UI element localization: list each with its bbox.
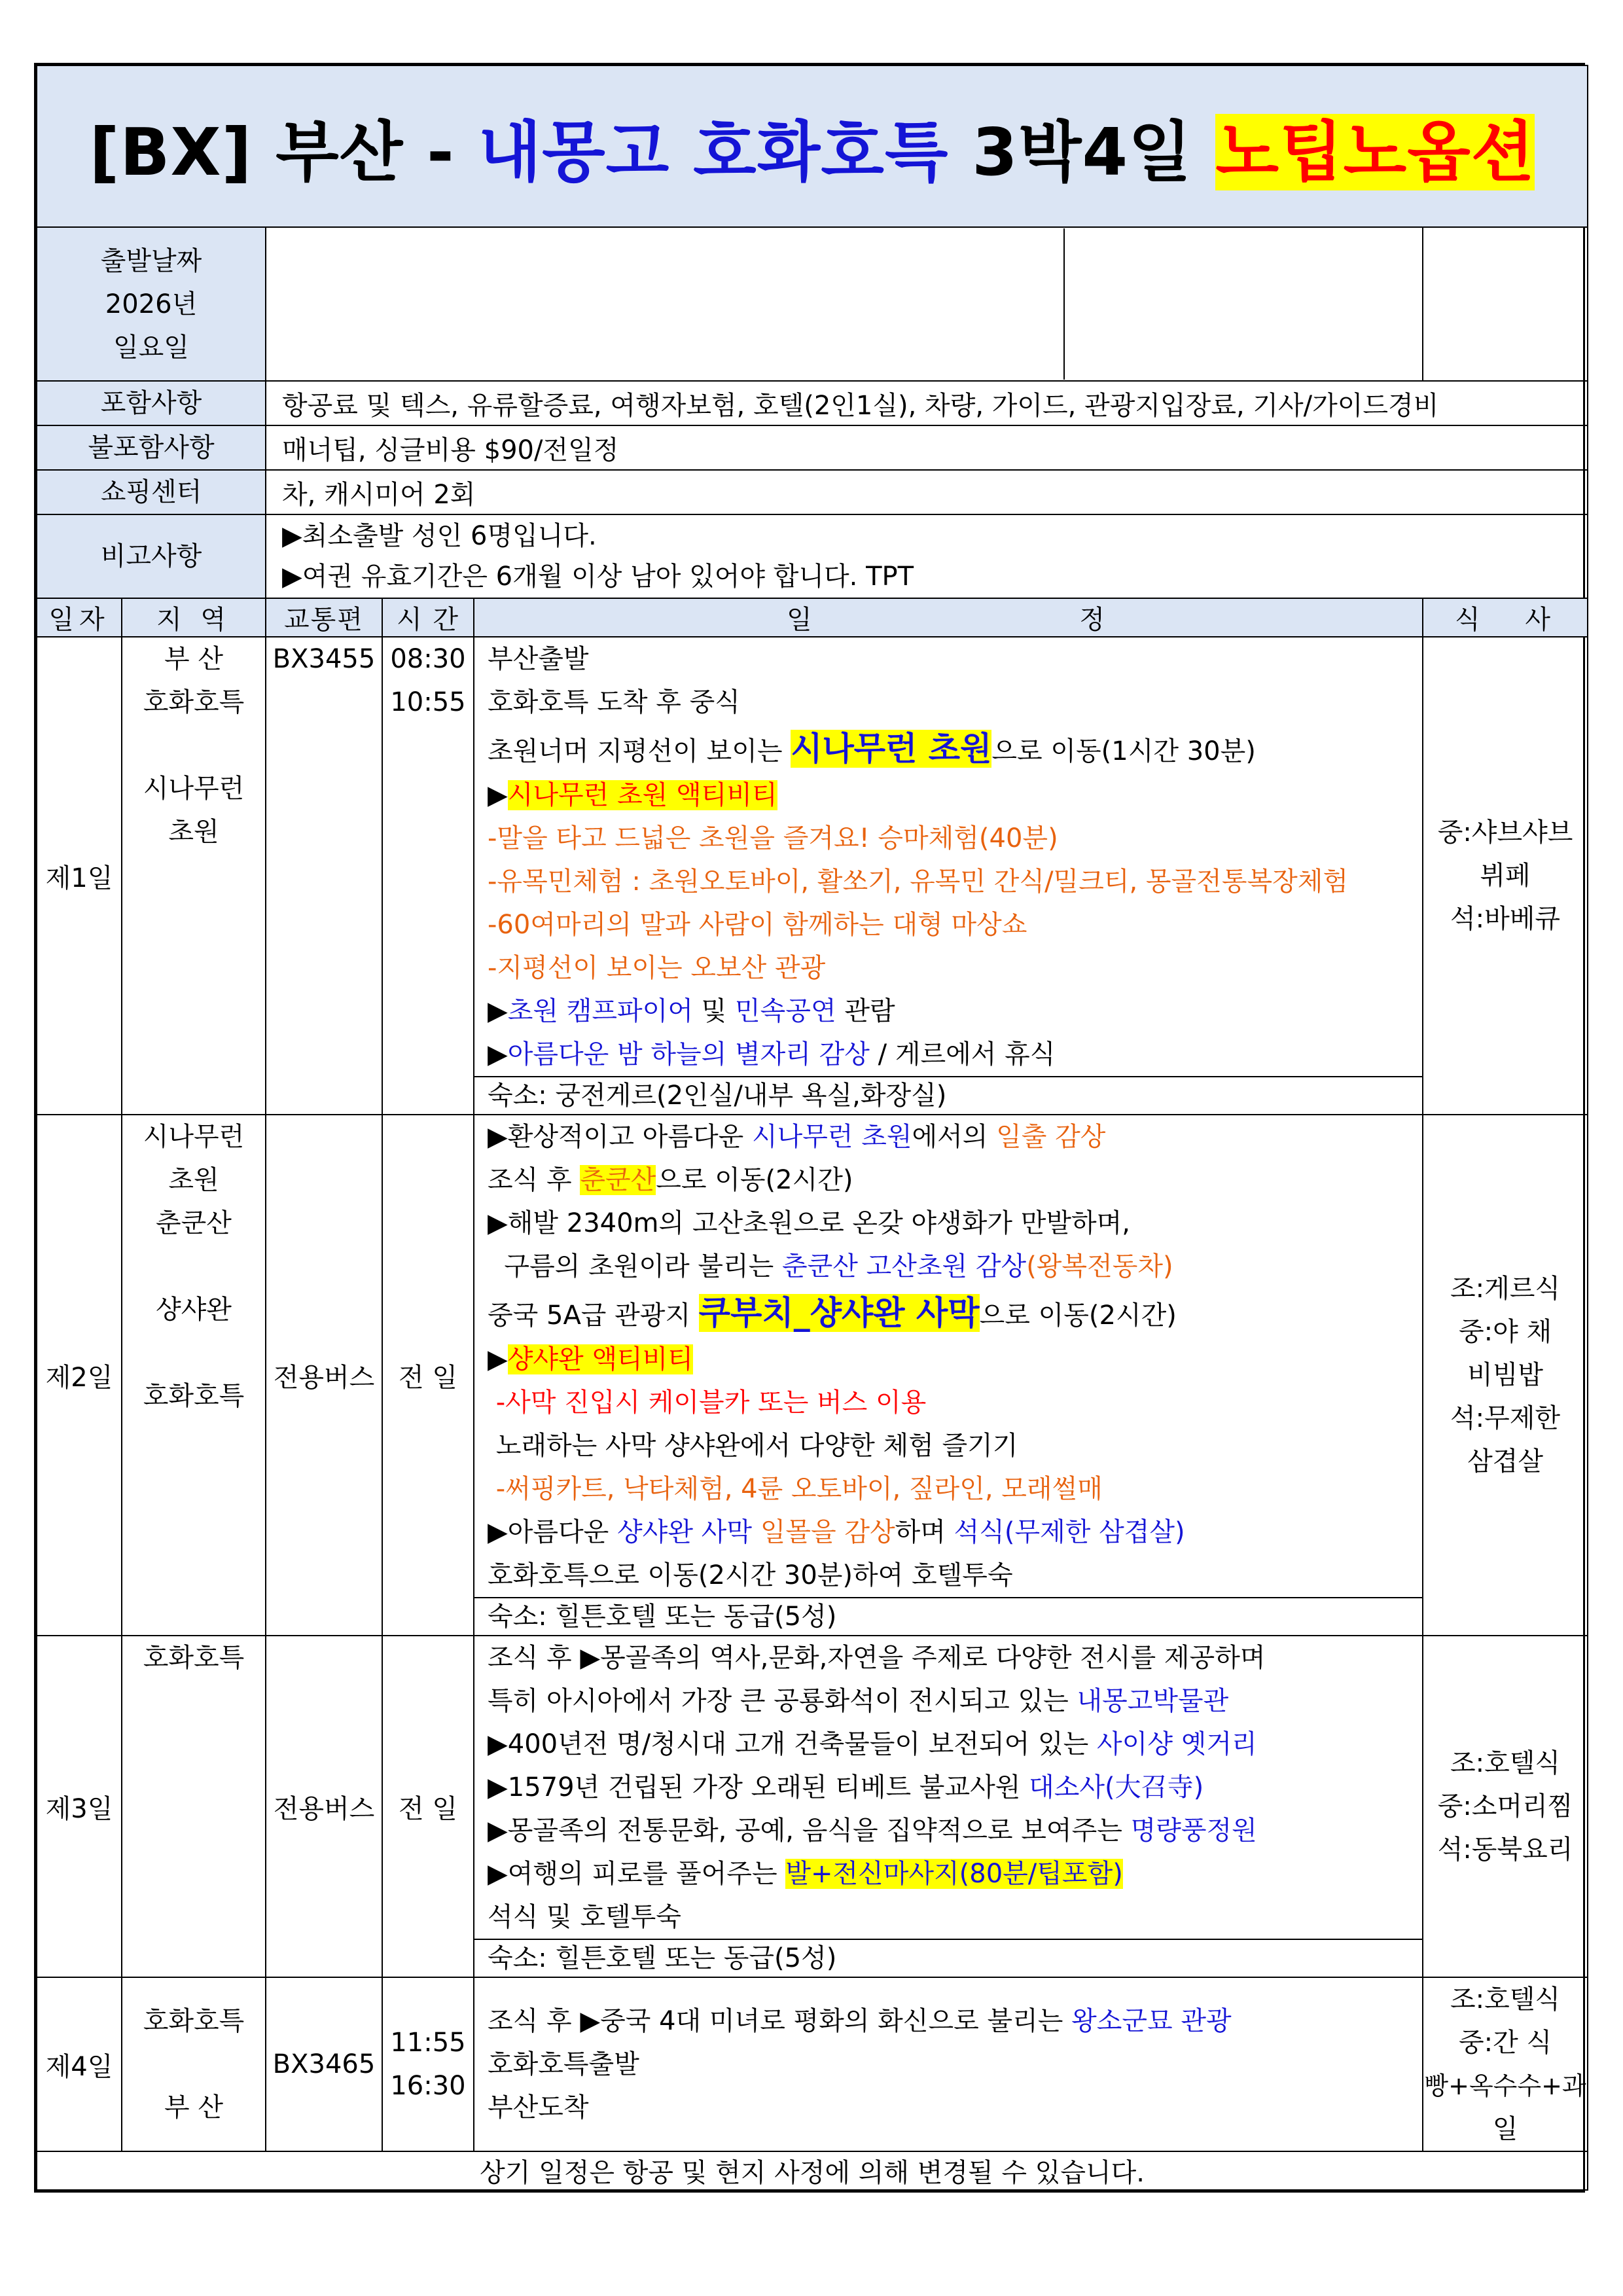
- transport-info: 전용버스: [266, 1115, 382, 1636]
- schedule-line: 특히 아시아에서 가장 큰 공룡화석이 전시되고 있는 내몽고박물관: [488, 1686, 1229, 1716]
- day-region: 호화호특 부 산: [122, 1977, 266, 2151]
- schedule-line: ▶환상적이고 아름다운 시나무런 초원에서의 일출 감상: [488, 1122, 1106, 1152]
- time-info: 전 일: [382, 1115, 474, 1636]
- meal-info: 조:호텔식 중:소머리찜 석:동북요리: [1423, 1636, 1588, 1977]
- schedule-line: 조식 후 ▶몽골족의 역사,문화,자연을 주제로 다양한 전시를 제공하며: [488, 1643, 1266, 1673]
- schedule-line: 조식 후 ▶중국 4대 미녀로 평화의 화신으로 불리는 왕소군묘 관광: [488, 2006, 1232, 2036]
- flight-times: 11:55 16:30: [382, 1977, 474, 2151]
- day-row-1: [37, 637, 1588, 1115]
- day-row-2: [37, 1115, 1588, 1636]
- header-transport: 교통편: [266, 598, 382, 637]
- schedule-line: 조식 후 춘쿤산으로 이동(2시간): [488, 1165, 853, 1195]
- lodging-info: 숙소: 힐튼호텔 또는 동급(5성): [474, 1597, 1422, 1635]
- departure-date-cell-2[interactable]: [1064, 228, 1422, 380]
- header-meal: 식 사: [1423, 598, 1588, 637]
- header-region: 지 역: [122, 598, 266, 637]
- day-region: 시나무런 초원 춘쿤산 샹샤완 호화호특: [122, 1115, 266, 1636]
- time-info: 전 일: [382, 1636, 474, 1977]
- itinerary-table: [36, 65, 1588, 2191]
- flight-number: BX3465: [266, 1977, 382, 2151]
- schedule-line: 부산도착: [488, 2092, 589, 2123]
- lodging-info: 숙소: 힐튼호텔 또는 동급(5성): [474, 1939, 1422, 1977]
- schedule-line: ▶아름다운 샹샤완 사막 일몰을 감상하며 석식(무제한 삼겹살): [488, 1517, 1185, 1547]
- flight-times: 08:30 10:55: [382, 637, 474, 1115]
- schedule-line: ▶몽골족의 전통문화, 공예, 음식을 집약적으로 보여주는 명량풍정원: [488, 1816, 1257, 1846]
- title-destination: 내몽고 호화호특: [478, 113, 949, 190]
- header-day: 일자: [37, 598, 122, 637]
- footer-notice: 상기 일정은 항공 및 현지 사정에 의해 변경될 수 있습니다.: [37, 2151, 1588, 2190]
- departure-extra-cell[interactable]: [1423, 227, 1588, 381]
- day-row-4: [37, 1977, 1588, 2151]
- schedule-line: ▶여행의 피로를 풀어주는 발+전신마사지(80분/팁포함): [488, 1859, 1123, 1889]
- day-region: 호화호특: [122, 1636, 266, 1977]
- lodging-info: 숙소: 궁전게르(2인실/내부 욕실,화장실): [474, 1076, 1422, 1114]
- activity-item: -유목민체험 : 초원오토바이, 활쏘기, 유목민 간식/밀크티, 몽골전통복장체험: [488, 867, 1349, 897]
- activity-heading: ▶시나무런 초원 액티비티: [488, 780, 777, 810]
- schedule-line: ▶400년전 명/청시대 고개 건축물들이 보전되어 있는 사이샹 옛거리: [488, 1729, 1257, 1759]
- meal-info: 조:게르식 중:야 채 비빔밥 석:무제한 삼겹살: [1423, 1115, 1588, 1636]
- schedule-line: 호화호특출발: [488, 2049, 639, 2079]
- activity-item: -사막 진입시 케이블카 또는 버스 이용: [488, 1388, 927, 1418]
- itinerary-sheet: [34, 63, 1585, 2193]
- meal-info: 조:호텔식 중:간 식 빵+옥수수+과 일: [1423, 1977, 1588, 2151]
- notes-value: [266, 514, 1588, 598]
- day-schedule: [474, 1977, 1423, 2151]
- day-schedule: [474, 1115, 1423, 1636]
- activity-heading: ▶샹샤완 액티비티: [488, 1344, 693, 1374]
- schedule-line: 중국 5A급 관광지 쿠부치_샹샤완 사막으로 이동(2시간): [488, 1294, 1177, 1332]
- title-prefix: [BX] 부산 -: [89, 113, 478, 190]
- excluded-label: 불포함사항: [37, 425, 266, 470]
- departure-date-cell[interactable]: [266, 228, 1064, 380]
- day-label: 제2일: [37, 1115, 122, 1636]
- excluded-value: 매너팁, 싱글비용 $90/전일정: [266, 425, 1588, 470]
- transport-info: 전용버스: [266, 1636, 382, 1977]
- day-label: 제1일: [37, 637, 122, 1115]
- day-row-3: [37, 1636, 1588, 1977]
- schedule-header: [37, 598, 1588, 637]
- departure-label: 출발날짜 2026년 일요일: [37, 227, 266, 381]
- schedule-line: 호화호특 도착 후 중식: [488, 687, 740, 717]
- flight-number: BX3455: [266, 637, 382, 1115]
- schedule-line: ▶아름다운 밤 하늘의 별자리 감상 / 게르에서 휴식: [488, 1039, 1056, 1069]
- included-value: 항공료 및 텍스, 유류할증료, 여행자보험, 호텔(2인1실), 차량, 가이드, 관광지입장료, 기사/가이드경비: [266, 381, 1588, 425]
- activity-item: -써핑카트, 낙타체험, 4륜 오토바이, 짚라인, 모래썰매: [488, 1474, 1103, 1504]
- title-duration: 3박4일: [948, 113, 1216, 190]
- included-label: 포함사항: [37, 381, 266, 425]
- schedule-line: ▶1579년 건립된 가장 오래된 티베트 불교사원 대소사(大召寺): [488, 1772, 1204, 1803]
- schedule-line: 초원너머 지평선이 보이는 시나무런 초원으로 이동(1시간 30분): [488, 730, 1256, 768]
- departure-date-field[interactable]: [266, 227, 1423, 381]
- day-schedule: [474, 1636, 1423, 1977]
- page-title: [37, 65, 1588, 227]
- day-schedule: [474, 637, 1423, 1115]
- header-schedule: 일 정: [474, 598, 1423, 637]
- shopping-label: 쇼핑센터: [37, 470, 266, 514]
- title-badge: 노팁노옵션: [1215, 113, 1535, 190]
- activity-item: -지평선이 보이는 오보산 관광: [488, 953, 826, 983]
- activity-item: -말을 타고 드넓은 초원을 즐겨요! 승마체험(40분): [488, 823, 1058, 853]
- shopping-value: 차, 캐시미어 2회: [266, 470, 1588, 514]
- notes-label: 비고사항: [37, 514, 266, 598]
- activity-item: -60여마리의 말과 사람이 함께하는 대형 마상쇼: [488, 910, 1027, 940]
- schedule-line: 호화호특으로 이동(2시간 30분)하여 호텔투숙: [488, 1560, 1013, 1590]
- day-region: 부 산 호화호특 시나무런 초원: [122, 637, 266, 1115]
- day-label: 제3일: [37, 1636, 122, 1977]
- meal-info: 중:샤브샤브 뷔페 석:바베큐: [1423, 637, 1588, 1115]
- activity-item: 노래하는 사막 샹샤완에서 다양한 체험 즐기기: [488, 1431, 1018, 1461]
- schedule-line: 석식 및 호텔투숙: [488, 1902, 681, 1932]
- note-passport: ▶여권 유효기간은 6개월 이상 남아 있어야 합니다. TPT: [282, 562, 914, 592]
- day-label: 제4일: [37, 1977, 122, 2151]
- note-min-departure: ▶최소출발 성인 6명입니다.: [282, 521, 597, 551]
- schedule-line: 구름의 초원이라 불리는 춘쿤산 고산초원 감상(왕복전동차): [488, 1251, 1173, 1282]
- header-time: 시 간: [382, 598, 474, 637]
- schedule-line: ▶해발 2340m의 고산초원으로 온갖 야생화가 만발하며,: [488, 1208, 1130, 1238]
- schedule-line: ▶초원 캠프파이어 및 민속공연 관람: [488, 996, 895, 1026]
- schedule-line: 부산출발: [488, 644, 589, 674]
